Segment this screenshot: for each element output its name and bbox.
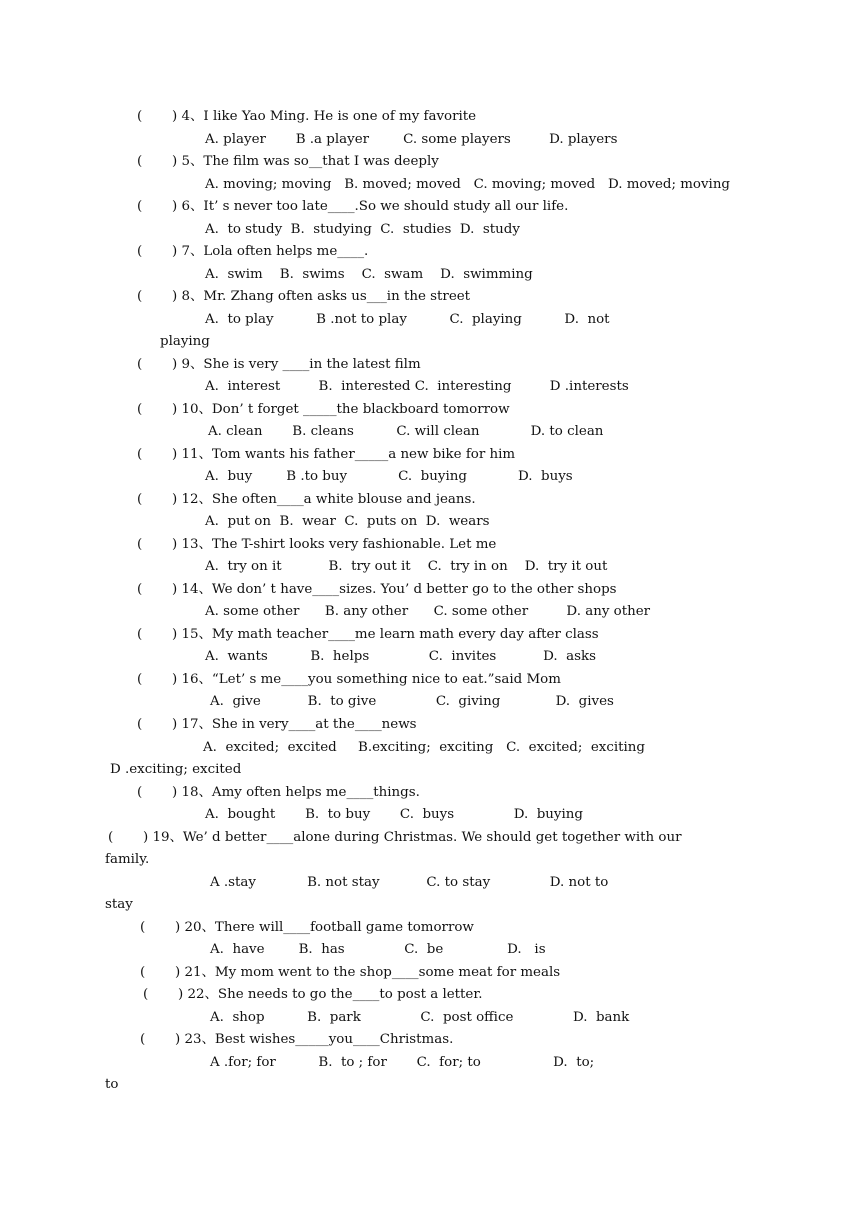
answer-options-line: A. to play B .not to play C. playing D. not <box>205 312 610 327</box>
question-line: ( ) 19、We’ d better____alone during Christmas. We should get together with our <box>108 830 682 845</box>
wrapped-line: playing <box>160 334 210 349</box>
question-line: ( ) 18、Amy often helps me____things. <box>137 785 420 800</box>
answer-options-line: A .for; for B. to ; for C. for; to D. to; <box>210 1055 595 1070</box>
wrapped-line: family. <box>105 852 150 867</box>
question-line: ( ) 17、She in very____at the____news <box>137 717 417 732</box>
question-line: ( ) 16、“Let’ s me____you something nice to eat.”said Mom <box>137 672 561 687</box>
answer-options-line: A. bought B. to buy C. buys D. buying <box>205 807 583 822</box>
question-line: ( ) 6、It’ s never too late____.So we should study all our life. <box>137 199 569 214</box>
question-line: ( ) 15、My math teacher____me learn math every day after class <box>137 627 599 642</box>
answer-options-line: A. put on B. wear C. puts on D. wears <box>205 514 490 529</box>
answer-options-line: A. to study B. studying C. studies D. study <box>205 222 520 237</box>
question-line: ( ) 21、My mom went to the shop____some meat for meals <box>140 965 561 980</box>
answer-options-line: A. have B. has C. be D. is <box>210 942 546 957</box>
question-line: ( ) 8、Mr. Zhang often asks us___in the street <box>137 289 471 304</box>
question-line: ( ) 5、The film was so__that I was deeply <box>137 154 439 169</box>
question-line: ( ) 4、I like Yao Ming. He is one of my favorite <box>137 109 477 124</box>
answer-options-line: A. clean B. cleans C. will clean D. to clean <box>208 424 604 439</box>
wrapped-line: to <box>105 1077 119 1092</box>
question-line: ( ) 22、She needs to go the____to post a letter. <box>143 987 483 1002</box>
answer-options-line: A. give B. to give C. giving D. gives <box>210 694 614 709</box>
answer-options-line: A. buy B .to buy C. buying D. buys <box>205 469 573 484</box>
answer-options-line: A. some other B. any other C. some other D. any other <box>205 604 651 619</box>
question-line: ( ) 11、Tom wants his father_____a new bike for him <box>137 447 516 462</box>
question-line: ( ) 20、There will____football game tomorrow <box>140 920 474 935</box>
question-line: ( ) 9、She is very ____in the latest film <box>137 357 421 372</box>
wrapped-line: stay <box>105 897 133 912</box>
question-line: ( ) 23、Best wishes_____you____Christmas. <box>140 1032 454 1047</box>
answer-options-line: A. player B .a player C. some players D. players <box>205 132 618 147</box>
answer-options-line: A .stay B. not stay C. to stay D. not to <box>210 875 609 890</box>
question-line: ( ) 13、The T-shirt looks very fashionable. Let me <box>137 537 497 552</box>
answer-options-line: A. try on it B. try out it C. try in on D. try it out <box>205 559 608 574</box>
question-line: ( ) 10、Don’ t forget _____the blackboard tomorrow <box>137 402 510 417</box>
question-line: ( ) 14、We don’ t have____sizes. You’ d better go to the other shops <box>137 582 617 597</box>
question-line: ( ) 7、Lola often helps me____. <box>137 244 369 259</box>
answer-options-line: A. wants B. helps C. invites D. asks <box>205 649 596 664</box>
answer-options-line: A. interest B. interested C. interesting D .interests <box>205 379 629 394</box>
answer-options-line: A. shop B. park C. post office D. bank <box>210 1010 630 1025</box>
answer-options-line: A. moving; moving B. moved; moved C. moving; moved D. moved; moving <box>205 177 730 192</box>
answer-options-line: A. swim B. swims C. swam D. swimming <box>205 267 533 282</box>
question-line: ( ) 12、She often____a white blouse and jeans. <box>137 492 476 507</box>
answer-options-line: A. excited; excited B.exciting; exciting C. excited; exciting <box>203 740 645 755</box>
wrapped-line: D .exciting; excited <box>110 762 242 777</box>
